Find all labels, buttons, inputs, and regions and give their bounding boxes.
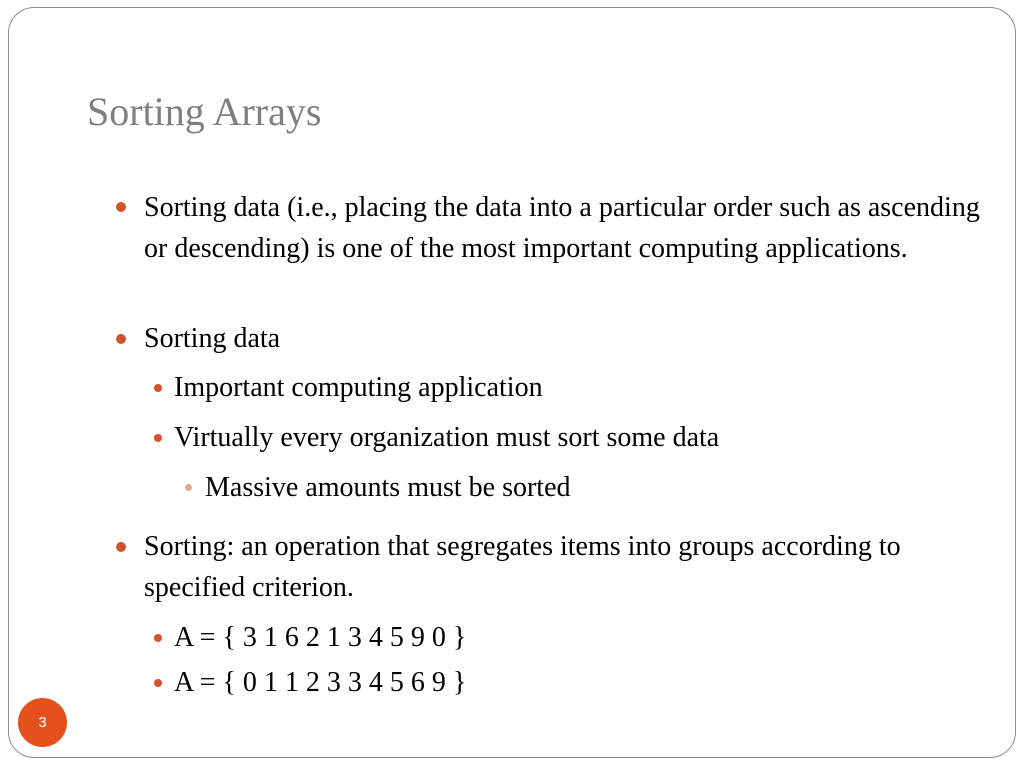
sub-bullet-dot xyxy=(154,634,162,642)
sub-bullet-important-application: Important computing application xyxy=(174,372,543,403)
bullet-sorting-data-definition: Sorting data (i.e., placing the data into a particular order such as ascending or descending) is one of the most important computing applications. xyxy=(144,192,980,264)
slide-title: Sorting Arrays xyxy=(87,89,322,134)
sub-bullet-dot xyxy=(154,679,162,687)
bullet-sorting-data: Sorting data xyxy=(144,323,281,354)
sub-bullet-array-unsorted: A = { 3 1 6 2 1 3 4 5 9 0 } xyxy=(174,622,467,653)
bullet-dot xyxy=(116,542,126,552)
sub-sub-bullet-massive-amounts: Massive amounts must be sorted xyxy=(205,472,571,503)
sub-sub-bullet-dot xyxy=(185,484,192,491)
sub-bullet-dot xyxy=(154,384,162,392)
bullet-dot xyxy=(116,202,126,212)
page-number-badge: 3 xyxy=(18,698,67,747)
sub-bullet-organization-sort: Virtually every organization must sort some data xyxy=(174,422,720,453)
sub-bullet-array-sorted: A = { 0 1 1 2 3 3 4 5 6 9 } xyxy=(174,667,467,698)
bullet-dot xyxy=(116,334,126,344)
bullet-sorting-operation: Sorting: an operation that segregates items into groups according to specified criterion. xyxy=(144,531,901,603)
sub-bullet-dot xyxy=(154,434,162,442)
